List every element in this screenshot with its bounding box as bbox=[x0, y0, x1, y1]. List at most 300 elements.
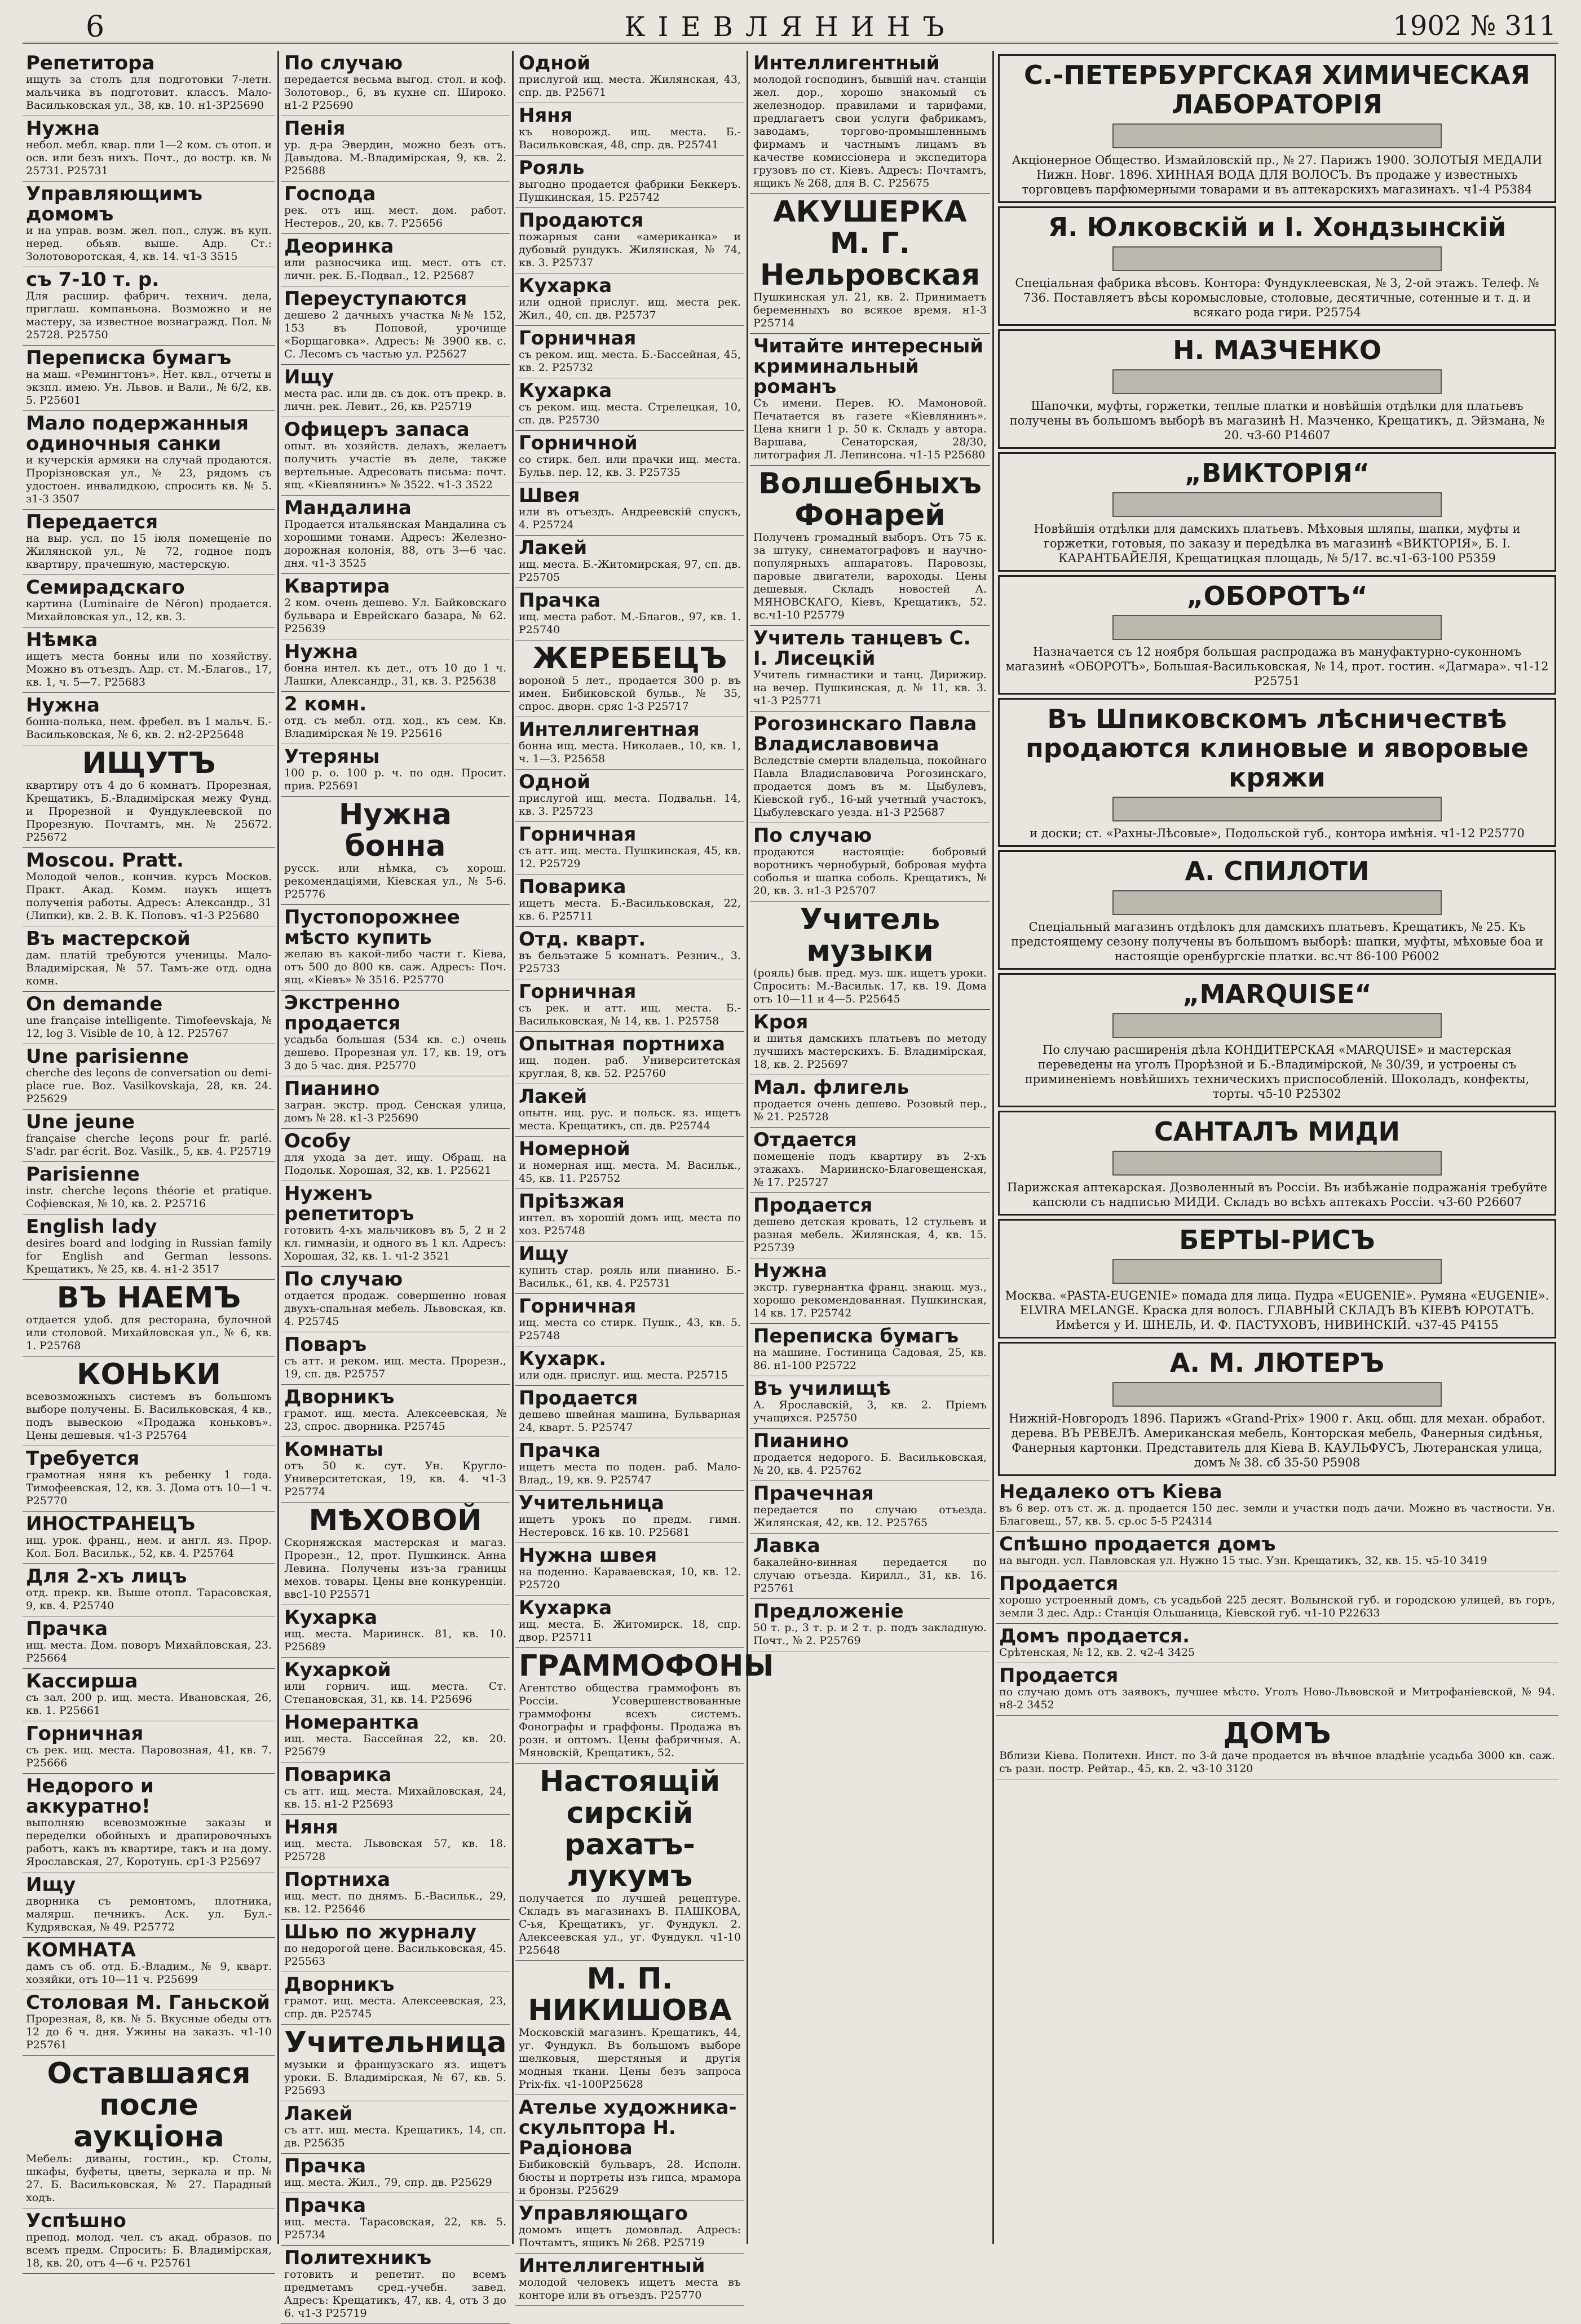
ad-keyword: Отд. кварт. bbox=[519, 928, 646, 951]
ad-body: продается недорого. Б. Васильковская, № 20, кв. 4. Р25762 bbox=[753, 1451, 987, 1477]
ad-body: небол. мебл. квар. пли 1—2 ком. съ отоп. и осв. или безъ нихъ. Почт., до востр. кв. № 25731. Р25731 bbox=[26, 139, 272, 177]
classified-ad bbox=[23, 2208, 275, 2274]
classified-ad bbox=[515, 1596, 744, 1648]
classified-ad bbox=[281, 1658, 510, 1710]
advertisement-illustration bbox=[1112, 1259, 1442, 1284]
classified-ad bbox=[23, 51, 275, 116]
ad-keyword: Горничная bbox=[519, 327, 637, 350]
ad-keyword: съ 7-10 т. р. bbox=[26, 268, 160, 291]
classified-ad bbox=[281, 1076, 510, 1129]
ad-body: прислугой ищ. места. Жилянская, 43, спр. дв. Р25671 bbox=[519, 73, 741, 99]
ad-keyword: Интеллигентная bbox=[519, 718, 700, 741]
classified-ad bbox=[281, 2193, 510, 2246]
ad-keyword: Дворникъ bbox=[284, 1973, 395, 1996]
advertisement-illustration bbox=[1112, 123, 1442, 148]
classified-ad bbox=[281, 744, 510, 797]
classified-ad bbox=[281, 496, 510, 574]
classified-ad bbox=[23, 1872, 275, 1938]
ad-body: передается по случаю отъезда. Жилянская, 42, кв. 12. Р25765 bbox=[753, 1504, 987, 1529]
ad-body: Продается итальянская Мандалина съ хорошими тонами. Адресъ: Железно-дорожная колонія, 88, отъ 3—6 час. дня. ч1-3 3525 bbox=[284, 518, 506, 569]
classified-ad bbox=[281, 991, 510, 1076]
classified-ad bbox=[23, 1512, 275, 1564]
ad-keyword: Волшебныхъ Фонарей bbox=[758, 467, 982, 532]
ad-body: грамотная няня къ ребенку 1 года. Тимофеевская, 12, кв. 3. Дома отъ 10—1 ч. Р25770 bbox=[26, 1469, 272, 1507]
ad-keyword: Кассирша bbox=[26, 1670, 138, 1693]
ad-body: Для расшир. фабрич. технич. дела, приглаш. компаньона. Возможно и не мастеру, за известное вознагражд. Пол. № 25728. Р25750 bbox=[26, 290, 272, 341]
classified-ad bbox=[281, 365, 510, 417]
advertisement-illustration bbox=[1112, 492, 1442, 517]
ad-body: ищ. поден. раб. Университетская круглая, 8, кв. 52. Р25760 bbox=[519, 1054, 741, 1080]
classified-ad bbox=[281, 1867, 510, 1920]
column-5 bbox=[996, 51, 1558, 2244]
ad-body: ищ. места со стирк. Пушк., 43, кв. 5. Р25748 bbox=[519, 1316, 741, 1342]
ad-body: 2 ком. очень дешево. Ул. Байковскаго бульвара и Еврейскаго базара, № 62. Р25639 bbox=[284, 597, 506, 635]
advertisement-heading: „ОБОРОТЪ“ bbox=[1186, 581, 1368, 611]
classified-ad bbox=[515, 51, 744, 103]
ad-body: ищуть за столъ для подготовки 7-летн. мальчика въ подготовит. классъ. Мало-Васильковская ул., 38, кв. 10. н1-3Р25690 bbox=[26, 73, 272, 112]
ad-keyword: Пенія bbox=[284, 117, 346, 140]
ad-keyword: Лавка bbox=[753, 1535, 820, 1557]
ad-keyword: Мало подержанныя одиночныя санки bbox=[26, 412, 249, 455]
classified-ad bbox=[515, 874, 744, 927]
ad-body: или одной прислуг. ищ. места рек. Жил., 40, сп. дв. Р25737 bbox=[519, 296, 741, 321]
classified-ad bbox=[750, 1128, 990, 1193]
classified-ad bbox=[23, 1616, 275, 1669]
ad-keyword: Горничной bbox=[519, 432, 638, 454]
classified-ad bbox=[515, 1346, 744, 1386]
ad-body: desires board and lodging in Russian family for English and German lessons. Крещатикъ, № 25, кв. 4. н1-2 3517 bbox=[26, 1237, 272, 1275]
ad-keyword: Ищу bbox=[519, 1243, 569, 1265]
ad-keyword: Продается bbox=[999, 1572, 1119, 1595]
classified-ad bbox=[281, 286, 510, 365]
ad-keyword: КОНЬКИ bbox=[77, 1358, 221, 1391]
ad-keyword: Офицеръ запаса bbox=[284, 418, 470, 441]
ad-keyword: Нужна bbox=[284, 640, 358, 663]
advertisement-illustration bbox=[1112, 1151, 1442, 1176]
classified-ad bbox=[515, 640, 744, 717]
ad-body: ищ. места. Жил., 79, спр. дв. Р25629 bbox=[284, 2176, 492, 2189]
ad-body: дамъ съ об. отд. Б.-Владим., № 9, кварт. хозяйки, отъ 10—11 ч. Р25699 bbox=[26, 1960, 272, 1986]
column-rule bbox=[512, 51, 514, 2244]
ad-keyword: Няня bbox=[284, 1816, 338, 1839]
ad-body: молодой господинъ, бывшій нач. станціи жел. дор., хорошо знакомый съ железнодор. правилами и тарифами, предлагаетъ свои услуги фабрикамъ, заводамъ, торгово-промышленнымъ фирмамъ и частнымъ лицамъ въ качестве комиссіонера и экспедитора грузовъ по ст. Кіевъ. Адресъ: Почтамтъ, ящикъ № 268, для В. С. Р25675 bbox=[753, 73, 987, 189]
classified-ad bbox=[281, 1503, 510, 1605]
newspaper-title: КІЕВЛЯНИНЪ bbox=[624, 11, 957, 43]
classified-ad bbox=[23, 1990, 275, 2056]
ad-body: съ атт. и реком. ищ. места. Прорезн., 19, сп. дв. Р25757 bbox=[284, 1355, 506, 1380]
advertisement-heading: Я. Юлковскій и І. Хондзынскій bbox=[1048, 212, 1507, 242]
ad-keyword: ВЪ НАЕМЪ bbox=[56, 1281, 241, 1315]
ad-keyword: 2 комн. bbox=[284, 693, 367, 715]
ad-body: 50 т. р., 3 т. р. и 2 т. р. подъ закладную. Почт., № 2. Р25769 bbox=[753, 1622, 987, 1647]
ad-keyword: Moscou. Pratt. bbox=[26, 849, 184, 872]
ad-body: ищетъ места бонны или по хозяйству. Можно въ отъездъ. Адр. ст. М.-Благов., 17, кв. 1, ч. 5—7. Р25683 bbox=[26, 650, 272, 688]
classified-ad bbox=[750, 626, 990, 712]
advertisement-heading: БЕРТЫ-РИСЪ bbox=[1179, 1225, 1375, 1255]
ad-body: купить стар. рояль или пианино. Б.-Васильк., 61, кв. 4. Р25731 bbox=[519, 1264, 741, 1289]
ad-keyword: Поварика bbox=[284, 1764, 392, 1786]
classified-ad bbox=[515, 1386, 744, 1438]
advertisement-illustration bbox=[1112, 1382, 1442, 1407]
classified-ad bbox=[515, 1137, 744, 1189]
ad-body: Вблизи Кіева. Политехн. Инст. по 3-й даче продается въ вѣчное владѣніе усадьба 3000 кв. саж. съ разн. постр. Рейтар., 45, кв. 2. ч3-10 3120 bbox=[999, 1749, 1555, 1775]
ad-keyword: Горничная bbox=[519, 980, 637, 1003]
classified-ad bbox=[996, 1571, 1558, 1624]
classified-ad bbox=[23, 1446, 275, 1512]
ad-body: А. Ярославскій, 3, кв. 2. Пріемъ учащихся. Р25750 bbox=[753, 1399, 987, 1424]
classified-ad bbox=[23, 992, 275, 1044]
classified-ad bbox=[23, 1938, 275, 1990]
ad-keyword: Недорого и аккуратно! bbox=[26, 1775, 154, 1818]
display-advertisement bbox=[998, 575, 1556, 695]
ad-keyword: Интеллигентный bbox=[753, 52, 940, 74]
classified-ad bbox=[515, 1032, 744, 1084]
classified-ad bbox=[23, 1110, 275, 1162]
ad-keyword: Няня bbox=[519, 104, 573, 127]
ad-body: бакалейно-винная передается по случаю отъезда. Кирилл., 31, кв. 16. Р25761 bbox=[753, 1556, 987, 1594]
advertisement-text: По случаю расширенія дѣла КОНДИТЕРСКАЯ «MARQUISE» и мастерская переведены на уголъ Прорѣзной и Б.-Владимірской, № 30/39, и устроены съ приминеніемъ новѣйшихъ техническихъ приспособленій. Шоколадъ, конфекты, торты. ч5-10 Р25302 bbox=[1024, 1043, 1530, 1101]
ad-keyword: Une jeune bbox=[26, 1111, 135, 1133]
classified-ad bbox=[281, 2025, 510, 2101]
ad-keyword: Въ училищѣ bbox=[753, 1377, 891, 1400]
ad-keyword: Портниха bbox=[284, 1868, 391, 1891]
ad-body: Агентство общества граммофонъ въ Россіи. Усовершенствованные граммофоны всехъ системъ. Фонографы и граффоны. Продажа въ розн. и оптомъ. Цены фабричныя. А. Мяновскій, Крещатикъ, 52. bbox=[519, 1682, 741, 1759]
ad-keyword: Кухарка bbox=[284, 1606, 378, 1629]
classified-ad bbox=[281, 797, 510, 905]
classified-ad bbox=[750, 902, 990, 1010]
classified-ad bbox=[281, 116, 510, 182]
classified-ad bbox=[23, 848, 275, 926]
classified-ad bbox=[281, 1972, 510, 2025]
classified-ad bbox=[23, 1669, 275, 1721]
ad-body: бонна интел. къ дет., отъ 10 до 1 ч. Лашки, Александр., 31, кв. 3. Р25638 bbox=[284, 662, 506, 687]
ad-body: помещеніе подъ квартиру въ 2-хъ этажахъ. Мариинско-Благовещенская, № 17. Р25727 bbox=[753, 1150, 987, 1188]
ad-keyword: Переписка бумагъ bbox=[26, 347, 232, 369]
ad-body: прислугой ищ. места. Подвальн. 14, кв. 3. Р25723 bbox=[519, 792, 741, 818]
advertisement-heading: А. М. ЛЮТЕРЪ bbox=[1169, 1347, 1385, 1378]
classified-ad bbox=[515, 927, 744, 979]
ad-body: ищетъ урокъ по предм. гимн. Нестеровск. 16 кв. 10. Р25681 bbox=[519, 1513, 741, 1539]
ad-keyword: Настоящій сирскій рахатъ-лукумъ bbox=[539, 1765, 721, 1893]
ad-keyword: Ищу bbox=[26, 1874, 76, 1896]
classified-ad bbox=[515, 326, 744, 378]
display-advertisement bbox=[998, 54, 1556, 203]
classified-ad bbox=[281, 1332, 510, 1385]
ad-keyword: Пустопорожнее мѣсто купить bbox=[284, 906, 460, 949]
classified-ad bbox=[281, 1129, 510, 1181]
classified-ad bbox=[515, 717, 744, 770]
classified-ad bbox=[23, 1774, 275, 1872]
ad-keyword: Прачка bbox=[284, 2155, 366, 2177]
ad-keyword: Спѣшно продается домъ bbox=[999, 1533, 1276, 1556]
ad-body: Молодой челов., кончив. курсъ Москов. Практ. Акад. Комм. наукъ ищетъ полученія работы. Адресъ: Александр., 31 (Липки), кв. 2. В. К. Поповъ. ч1-3 Р25680 bbox=[26, 871, 272, 922]
classified-ad bbox=[23, 182, 275, 267]
ad-body: по случаю домъ отъ заявокъ, лучшее мѣсто. Уголъ Ново-Львовской и Митрофаніевской, № 94. н8-2 3452 bbox=[999, 1686, 1555, 1711]
classified-ad bbox=[515, 208, 744, 273]
ad-body: съ атт. ищ. места. Крещатикъ, 14, сп. дв. Р25635 bbox=[284, 2124, 506, 2149]
advertisement-heading: А. СПИЛОТИ bbox=[1185, 856, 1370, 886]
ad-body: готовить 4-хъ мальчиковъ въ 5, 2 и 2 кл. гимназіи, и одного въ 1 кл. Адресъ: Хорошая, 32, кв. 1. ч1-2 3521 bbox=[284, 1224, 506, 1262]
ad-body: бонна-полька, нем. фребел. въ 1 мальч. Б.-Васильковская, № 6, кв. 2. н2-2Р25648 bbox=[26, 715, 272, 741]
ad-keyword: Швея bbox=[519, 484, 580, 507]
ad-body: въ 6 вер. отъ ст. ж. д. продается 150 дес. земли и участки подъ дачи. Можно въ частности. Ун. Благовещ., 57, кв. 5. ср.ос 5-5 Р24314 bbox=[999, 1502, 1555, 1527]
advertisement-heading: „MARQUISE“ bbox=[1182, 979, 1372, 1009]
ad-body: или одн. прислуг. ищ. места. Р25715 bbox=[519, 1369, 728, 1381]
ad-body: Мебель: диваны, гостин., кр. Столы, шкафы, буфеты, цветы, зеркала и пр. № 27. Б. Васильковская, № 27. Парадный ходъ. bbox=[26, 2153, 272, 2204]
classified-ad bbox=[23, 411, 275, 510]
classified-ad bbox=[281, 692, 510, 744]
ad-keyword: Кухаркой bbox=[284, 1659, 391, 1681]
classified-ad bbox=[515, 431, 744, 483]
ad-keyword: Кухарка bbox=[519, 1597, 612, 1619]
classified-ad bbox=[23, 1162, 275, 1214]
advertisement-text: Акціонерное Общество. Измайловскій пр., № 27. Парижъ 1900. ЗОЛОТЫЯ МЕДАЛИ Нижн. Новг. 1896. ХИННАЯ ВОДА ДЛЯ ВОЛОСЪ. Въ продаже у известныхъ торговцевъ парфюмерными товарами и въ аптекарскихъ магазинахъ. ч1-4 Р5384 bbox=[1012, 153, 1543, 196]
advertisement-text: Спеціальный магазинъ отдѣлокъ для дамскихъ платьевъ. Крещатикъ, № 25. Къ предстоящему сезону получены въ большомъ выборѣ: шапки, муфты, мѣховые боа и настоящіе оренбургскіе платки. вс.чт 86-100 Р6002 bbox=[1011, 920, 1543, 963]
ad-keyword: Столовая М. Ганьской bbox=[26, 1991, 271, 2014]
ad-body: ищ. места. Б. Житомирск. 18, спр. двор. Р25711 bbox=[519, 1618, 741, 1643]
ad-keyword: По случаю bbox=[284, 52, 403, 74]
classified-ad bbox=[23, 1357, 275, 1446]
ad-body: загран. экстр. прод. Сенская улица, домъ № 28. к1-3 Р25690 bbox=[284, 1099, 506, 1124]
column-4 bbox=[750, 51, 990, 2244]
ad-body: домомъ ищетъ домовлад. Адресъ: Почтамтъ, ящикъ № 268. Р25719 bbox=[519, 2224, 741, 2249]
classified-ad bbox=[515, 1189, 744, 1241]
classified-ad bbox=[281, 1437, 510, 1503]
advertisement-illustration bbox=[1112, 369, 1442, 394]
classified-ad bbox=[23, 116, 275, 182]
classified-ad bbox=[750, 1429, 990, 1481]
column-rule bbox=[277, 51, 279, 2244]
advertisement-heading: Въ Шпиковскомъ лѣсничествѣ продаются клиновые и яворовые кряжи bbox=[1025, 704, 1529, 793]
ad-body: на выр. усл. по 15 іюля помещеніе по Жилянской ул., № 72, годное подъ квартиру, прачешную, мастерскую. bbox=[26, 532, 272, 571]
classified-ad bbox=[750, 1324, 990, 1376]
classified-ad bbox=[281, 1181, 510, 1267]
ad-keyword: Номерантка bbox=[284, 1711, 419, 1734]
classified-ad bbox=[281, 2154, 510, 2193]
ad-body: Прорезная, 8, кв. № 5. Вкусные обеды отъ 12 до 6 ч. дня. Ужины на заказъ. ч1-10 Р25761 bbox=[26, 2013, 272, 2051]
ad-body: на маш. «Ремингтонъ». Нет. квл., отчеты и экзпл. имею. Ун. Львов. и Вали., № 6/2, кв. 5. Р25601 bbox=[26, 368, 272, 407]
column-rule bbox=[992, 51, 994, 2244]
ad-body: Полученъ громадный выборъ. Отъ 75 к. за штуку, синематографовъ и научно-популярныхъ аппаратовъ. Паровозы, паровые двигатели, вароходы. Цены дешевыя. Складъ новостей А. МЯНОВСКАГО, Кіевъ, Крещатикъ, 52. вс.ч1-10 Р25779 bbox=[753, 531, 987, 621]
ad-keyword: Особу bbox=[284, 1130, 351, 1152]
classified-ad bbox=[750, 194, 990, 334]
advertisement-heading: Н. МАЗЧЕНКО bbox=[1173, 335, 1381, 365]
ad-body: грамот. ищ. места. Алексеевская, № 23, спрос. дворника. Р25745 bbox=[284, 1407, 506, 1433]
classified-ad bbox=[23, 693, 275, 745]
ad-body: музыки и французскаго яз. ищетъ уроки. Б. Владимірская, № 67, кв. 5. Р25693 bbox=[284, 2058, 506, 2097]
ad-body: и на управ. возм. жел. пол., служ. въ куп. неред. обьяв. выше. Адр. Ст.: Золотоворотская, 4, кв. 14. ч1-3 3515 bbox=[26, 224, 272, 263]
ad-body: Съ имени. Перев. Ю. Мамоновой. Печатается въ газете «Кіевлянинъ». Цена книги 1 р. 50 к. Складъ у автора. Варшава, Сенаторская, 28/30, литография Л. Лепинсона. ч1-15 Р25680 bbox=[753, 397, 987, 461]
ad-keyword: Предложеніе bbox=[753, 1600, 904, 1623]
classified-ad bbox=[23, 1721, 275, 1774]
advertisement-illustration bbox=[1112, 797, 1442, 821]
ad-keyword: Одной bbox=[519, 52, 591, 74]
ad-keyword: Нѣмка bbox=[26, 629, 98, 651]
ad-body: Бибиковскій бульваръ, 28. Исполн. бюсты и портреты изъ гипса, мрамора и бронзы. Р25629 bbox=[519, 2158, 741, 2197]
classified-ad bbox=[281, 182, 510, 234]
ad-body: Срѣтенская, № 12, кв. 2. ч2-4 3425 bbox=[999, 1646, 1195, 1659]
ad-keyword: Кухарка bbox=[519, 379, 612, 402]
ad-keyword: English lady bbox=[26, 1216, 157, 1238]
ad-body: cherche des leçons de conversation ou demi-place rue. Boz. Vasilkovskaja, 28, кв. 24. Р25629 bbox=[26, 1067, 272, 1105]
ad-keyword: Читайте интересный криминальный романъ bbox=[753, 335, 984, 398]
issue-number: 1902 № 311 bbox=[1393, 10, 1556, 42]
ad-keyword: Недалеко отъ Кіева bbox=[999, 1481, 1222, 1503]
display-advertisement bbox=[998, 850, 1556, 970]
ad-body: препод. молод. чел. съ акад. образов. по всемъ предм. Спросить: Б. Владимірская, 18, кв. 20, отъ 4—6 ч. Р25761 bbox=[26, 2231, 272, 2269]
ad-body: (рояль) быв. пред. муз. шк. ищетъ уроки. Спросить: М.-Васильк. 17, кв. 19. Дома отъ 10—11 и 4—5. Р25645 bbox=[753, 967, 987, 1005]
classified-ad bbox=[515, 1438, 744, 1491]
display-advertisement bbox=[998, 329, 1556, 449]
ad-keyword: ИЩУТЪ bbox=[82, 746, 216, 780]
ad-keyword: Оставшаяся после аукціона bbox=[47, 2057, 251, 2154]
advertisement-illustration bbox=[1112, 890, 1442, 915]
ad-keyword: Номерной bbox=[519, 1138, 630, 1160]
advertisement-heading: САНТАЛЪ МИДИ bbox=[1154, 1116, 1400, 1147]
ad-keyword: Горничная bbox=[519, 823, 637, 846]
classified-ad bbox=[23, 575, 275, 628]
classified-ad bbox=[23, 926, 275, 992]
classified-ad bbox=[515, 2254, 744, 2306]
classified-ad bbox=[515, 1491, 744, 1543]
ad-body: ищ. мест. по днямъ. Б.-Васильк., 29, кв. 12. Р25646 bbox=[284, 1890, 506, 1915]
ad-keyword: Пианино bbox=[753, 1430, 849, 1452]
display-advertisement bbox=[998, 1219, 1556, 1338]
ad-keyword: Управляющаго bbox=[519, 2202, 688, 2225]
classified-ad bbox=[23, 1044, 275, 1110]
ad-body: отъ 50 к. сут. Ун. Кругло-Университетская, 19, кв. 4. ч1-3 Р25774 bbox=[284, 1460, 506, 1498]
classified-ad bbox=[23, 628, 275, 693]
classified-ad bbox=[23, 267, 275, 346]
column-1 bbox=[23, 51, 275, 2269]
ad-keyword: Опытная портниха bbox=[519, 1033, 726, 1055]
page-number: 6 bbox=[86, 10, 105, 44]
ad-body: съ зал. 200 р. ищ. места. Ивановская, 26, кв. 1. Р25661 bbox=[26, 1691, 272, 1717]
column-3 bbox=[515, 51, 774, 2301]
classified-ad bbox=[750, 466, 990, 626]
classified-ad bbox=[750, 51, 990, 194]
ad-keyword: Домъ продается. bbox=[999, 1625, 1190, 1647]
page-header bbox=[23, 6, 1558, 44]
ad-keyword: Нужна бонна bbox=[338, 798, 452, 863]
classified-ad bbox=[281, 1267, 510, 1332]
classified-ad bbox=[750, 712, 990, 823]
ad-body: ур. д-ра Эвердин, можно безъ отъ. Давыдова. М.-Владимірская, 9, кв. 2. Р25688 bbox=[284, 139, 506, 177]
classified-ad bbox=[281, 1385, 510, 1437]
ad-keyword: Кроя bbox=[753, 1011, 809, 1033]
ad-keyword: Горничная bbox=[26, 1722, 144, 1745]
ad-body: Московскій магазинъ. Крещатикъ, 44, уг. Фундукл. Въ большомъ выборе шелковыя, шерстяныя и другія модныя ткани. Цены безъ запроса Prix-fix. ч1-100Р25628 bbox=[519, 2026, 741, 2091]
advertisement-text: Парижская аптекарская. Дозволенный въ Россіи. Въ избѣжаніе подражанія требуйте капсюли съ надписью МИДИ. Складъ во всѣхъ аптекахъ Россіи. ч3-60 Р26607 bbox=[1007, 1181, 1547, 1209]
ad-body: ищ. места. Дом. поворъ Михайловская, 23. Р25664 bbox=[26, 1639, 272, 1664]
ad-body: съ реком. ищ. места. Стрелецкая, 10, сп. дв. Р25730 bbox=[519, 401, 741, 426]
ad-keyword: Прiѣзжая bbox=[519, 1190, 625, 1213]
classified-ad bbox=[515, 979, 744, 1032]
ad-body: выгодно продается фабрики Беккеръ. Пушкинская, 15. Р25742 bbox=[519, 178, 741, 204]
ad-body: отд. прекр. кв. Выше отопл. Тарасовская, 9, кв. 4. Р25740 bbox=[26, 1587, 272, 1612]
ad-keyword: Прачечная bbox=[753, 1482, 874, 1505]
ad-keyword: Поварика bbox=[519, 876, 626, 898]
ad-body: со стирк. бел. или прачки ищ. места. Бульв. пер. 12, кв. 3. Р25735 bbox=[519, 453, 741, 479]
ad-body: квартиру отъ 4 до 6 комнатъ. Прорезная, Крещатикъ, Б.-Владимірская межу Фунд. и Прорезной и Фундуклеевской по Прорезную. Почтамтъ, мн. № 25672. Р25672 bbox=[26, 779, 272, 843]
ad-body: на машине. Гостиница Садовая, 25, кв. 86. н1-100 Р25722 bbox=[753, 1346, 987, 1372]
ad-body: съ рек. и атт. ищ. места. Б.-Васильковская, № 14, кв. 1. Р25758 bbox=[519, 1002, 741, 1027]
ad-body: всевозможныхъ системъ въ большомъ выборе получены. Б. Васильковская, 4 кв., подъ вывескою «Продажа коньковъ». Цены дешевыя. ч1-3 Р25764 bbox=[26, 1390, 272, 1442]
ad-body: дешево детская кровать, 12 стульевъ и разная мебель. Жилянская, 4, кв. 15. Р25739 bbox=[753, 1216, 987, 1254]
ad-keyword: М. П. НИКИШОВА bbox=[528, 1962, 732, 2027]
ad-body: дворника съ ремонтомъ, плотника, малярш. печникъ. Аск. ул. Бул.-Кудрявская, № 49. Р25772 bbox=[26, 1895, 272, 1933]
classified-ad bbox=[750, 823, 990, 902]
column-2 bbox=[281, 51, 510, 2319]
ad-keyword: Учительница bbox=[284, 2026, 507, 2060]
ad-keyword: Интеллигентный bbox=[519, 2255, 705, 2277]
ad-body: дам. платій требуются ученицы. Мало-Владимірская, № 57. Тамъ-же отд. одна комн. bbox=[26, 949, 272, 987]
classified-ad bbox=[750, 1534, 990, 1599]
ad-body: ищ. урок. франц., нем. и англ. яз. Прор. Кол. Бол. Васильк., 52, кв. 4. Р25764 bbox=[26, 1534, 272, 1559]
ad-body: грамот. ищ. места. Алексеевская, 23, спр. дв. Р25745 bbox=[284, 1995, 506, 2020]
classified-ad bbox=[281, 639, 510, 692]
classified-ad bbox=[23, 745, 275, 848]
classified-ad bbox=[515, 1084, 744, 1137]
ad-body: на поденно. Караваевская, 10, кв. 12. Р25720 bbox=[519, 1566, 741, 1591]
ad-keyword: Для 2-хъ лицъ bbox=[26, 1565, 187, 1588]
display-advertisement bbox=[998, 973, 1556, 1107]
ad-body: въ бельэтаже 5 комнатъ. Резнич., 3. Р25733 bbox=[519, 949, 741, 975]
ad-body: интел. въ хорошій домъ ищ. места по хоз. Р25748 bbox=[519, 1212, 741, 1237]
ad-keyword: Нуженъ репетиторъ bbox=[284, 1182, 414, 1225]
ad-keyword: АКУШЕРКА М. Г. Нельровская bbox=[759, 195, 981, 292]
ad-body: на выгодн. усл. Павловская ул. Нужно 15 тыс. Узн. Крещатикъ, 32, кв. 15. ч5-10 3419 bbox=[999, 1554, 1487, 1567]
classified-ad bbox=[515, 822, 744, 874]
ad-body: ищ. места. Бассейная 22, кв. 20. Р25679 bbox=[284, 1733, 506, 1758]
ad-body: получается по лучшей рецептуре. Складъ въ магазинахъ В. ПАШКОВА, С-ья, Крещатикъ, уг. Фундукл. 2. Алексеевская ул., уг. Фундукл. ч1-10 Р25648 bbox=[519, 1892, 741, 1956]
ad-keyword: Дворникъ bbox=[284, 1386, 395, 1408]
ad-body: Вследствіе смерти владельца, покойнаго Павла Владиславовича Рогозинскаго, продается домъ въ м. Цыбулевъ, Кіевской губ., 16-ый учетный участокъ, Цыбулевскаго уезда. н1-3 Р25687 bbox=[753, 754, 987, 819]
classified-ad bbox=[281, 1710, 510, 1762]
ad-body: instr. cherche leçons théorie et pratique. Софіевская, № 10, кв. 2. Р25716 bbox=[26, 1185, 272, 1210]
ad-keyword: ГРАММОФОНЫ bbox=[519, 1649, 774, 1683]
ad-body: дешево 2 дачныхъ участка №№ 152, 153 въ Поповой, урочище «Борщаговка». Адресъ: № 3900 кв. с. С. Лесомъ съ частью ул. Р25627 bbox=[284, 309, 506, 360]
ad-body: Учитель гимнастики и танц. Дирижир. на вечер. Пушкинская, д. № 11, кв. 3. ч1-3 Р25771 bbox=[753, 669, 987, 707]
ad-keyword: Шью по журналу bbox=[284, 1921, 476, 1943]
ad-keyword: Управляющимъ домомъ bbox=[26, 183, 203, 226]
ad-keyword: Пианино bbox=[284, 1077, 380, 1100]
advertisement-text: Нижній-Новгородъ 1896. Парижъ «Grand-Prix» 1900 г. Акц. общ. для механ. обработ. дерева. ВЪ РЕВЕЛѢ. Американская мебель, Конторская мебель, Фанерныя сидѣнья, Фанерныя картонки. Представитель для Кіева В. КАУЛЬФУСЪ, Лютеранская улица, домъ № 38. сб 35-50 Р5908 bbox=[1009, 1412, 1545, 1469]
advertisement-text: Новѣйшія отдѣлки для дамскихъ платьевъ. Мѣховыя шляпы, шапки, муфты и горжетки, готовыя, по заказу и передѣлка въ магазинѣ «ВИКТОРІЯ», Б. І. КАРАНТБАЙЕЛЯ, Крещатицкая площадь, № 5/17. вс.ч1-63-100 Р5359 bbox=[1034, 522, 1521, 565]
ad-keyword: Переписка бумагъ bbox=[753, 1325, 959, 1347]
classified-ad bbox=[750, 1075, 990, 1128]
ad-keyword: Нужна bbox=[753, 1260, 827, 1282]
classified-ad bbox=[515, 273, 744, 326]
ad-body: и номерная ищ. места. М. Васильк., 45, кв. 11. Р25752 bbox=[519, 1159, 741, 1185]
ad-keyword: Продается bbox=[999, 1664, 1119, 1687]
ad-keyword: Нужна bbox=[26, 117, 100, 140]
classified-ad bbox=[996, 1663, 1558, 1716]
ad-body: картина (Luminaire de Néron) продается. Михайловская ул., 12, кв. 3. bbox=[26, 598, 272, 623]
ad-keyword: Экстренно продается bbox=[284, 992, 401, 1035]
ad-keyword: Переуступаются bbox=[284, 288, 467, 310]
classified-ad bbox=[515, 1543, 744, 1596]
ad-keyword: Деоринка bbox=[284, 235, 394, 258]
ad-keyword: Кухарка bbox=[519, 275, 612, 297]
ad-body: и шитья дамскихъ платьевъ по методу лучшихъ мастерскихъ. Б. Владимірская, 18, кв. 2. Р25697 bbox=[753, 1032, 987, 1071]
advertisement-text: Шапочки, муфты, горжетки, теплые платки и новѣйшія отдѣлки для платьевъ получены въ большомъ выборѣ въ магазинѣ Н. Мазченко, Крещатикъ, д. Эйзмана, № 20. ч3-60 Р14607 bbox=[1009, 399, 1545, 442]
classified-ad bbox=[281, 1815, 510, 1867]
classified-ad bbox=[750, 1258, 990, 1324]
ad-keyword: Прачка bbox=[519, 589, 601, 612]
ad-body: ищетъ места по поден. раб. Мало-Влад., 19, кв. 9. Р25747 bbox=[519, 1461, 741, 1486]
ad-keyword: Учительница bbox=[519, 1492, 665, 1514]
